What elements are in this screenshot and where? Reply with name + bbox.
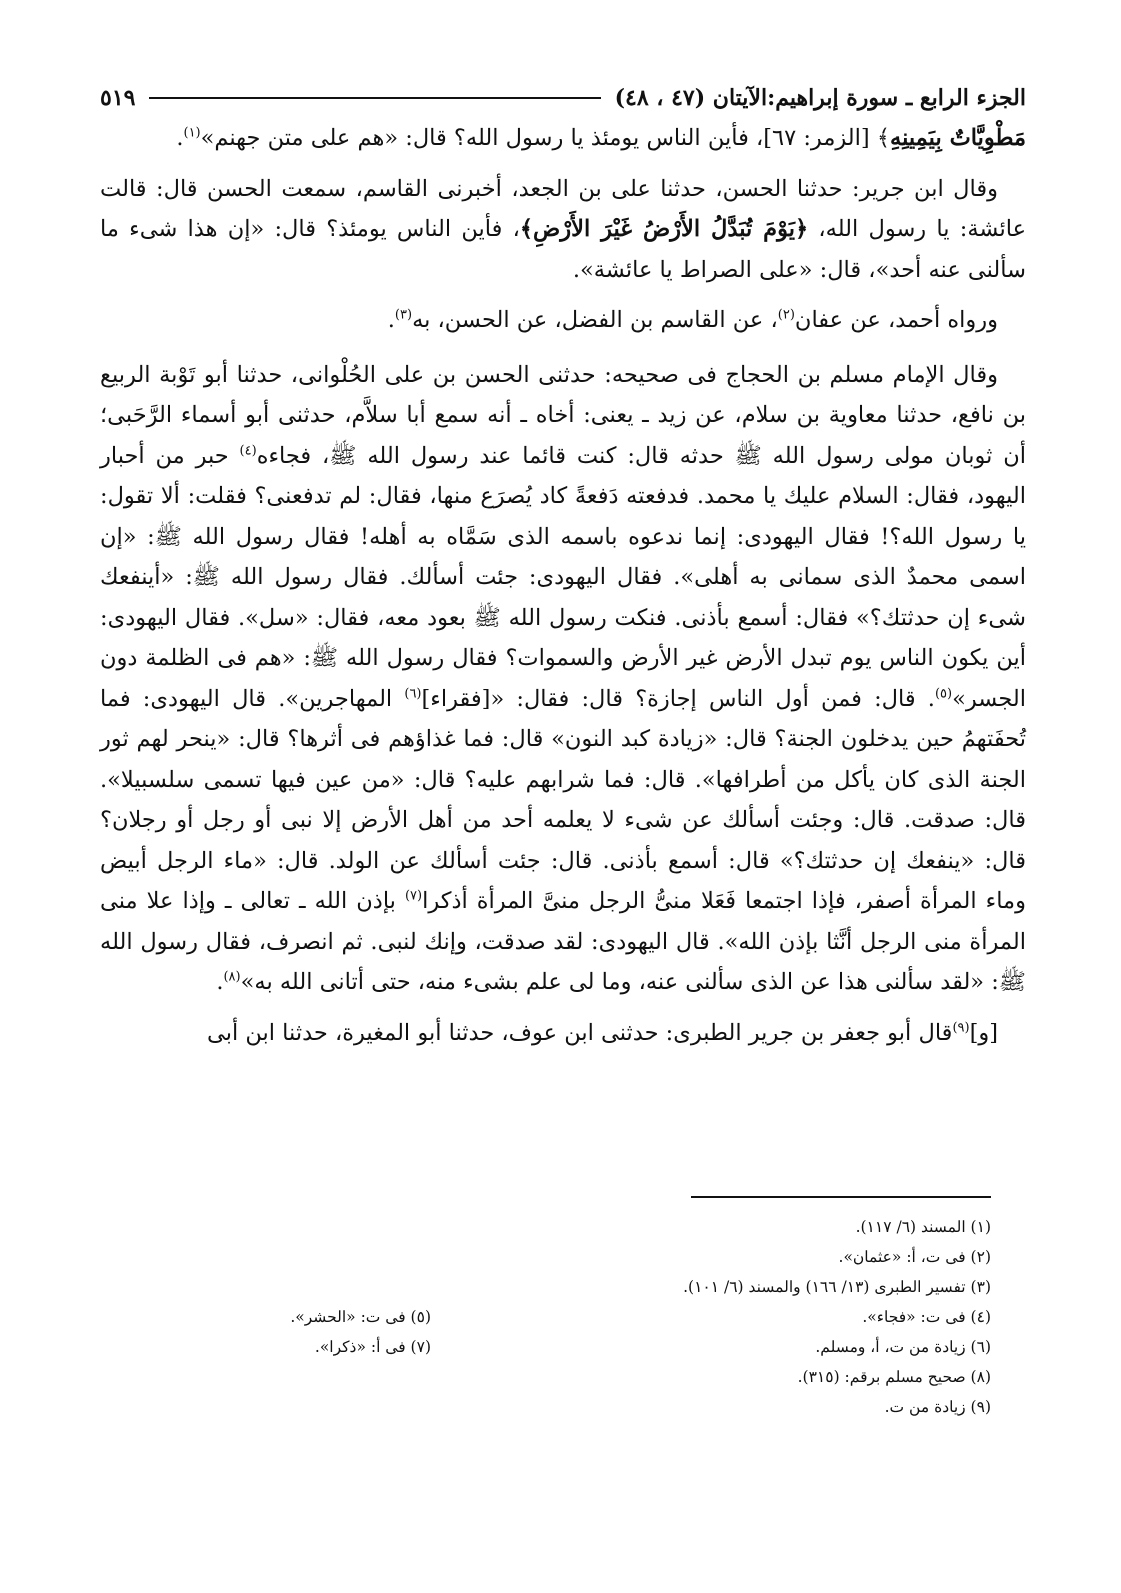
footnote-row	[100, 1392, 991, 1422]
paragraph-text: ﴾ [الزمر: ٦٧]، فأين الناس يومئذ يا رسول الله؟ قال: «هم على متن جهنم»	[200, 125, 891, 151]
footnote-8: (٨) صحيح مسلم برقم: (٣١٥).	[797, 1368, 991, 1386]
paragraph-text: ، فأين الناس يومئذ؟ قال: «إن هذا شىء ما سألنى عنه أحد»، قال: «على الصراط يا عائشة».	[100, 216, 1026, 283]
page-number: ٥١٩	[100, 85, 136, 111]
verse-quote: مَطْوِيَّاتٌ بِيَمِينِهِ	[890, 125, 1026, 151]
paragraph-text: المهاجرين». قال اليهودى: فما تُحفَتهمُ حين يدخلون الجنة؟ قال: «زيادة كبد النون» قال: فما غذاؤهم فى أثرها؟ قال: «ينحر لهم ثور الجنة الذى كان يأكل من أطرافها». قال: فما شرابهم عليه؟ قال: «من عين فيها تسمى سلسبيلا». قال: صدقت. قال: وجئت أسألك عن شىء لا يعلمه أحد من أهل الأرض إلا نبى أو رجل أو رجلان؟ قال: «ينفعك إن حدثتك؟» قال: أسمع بأذنى. قال: جئت أسألك عن الولد. قال: «ماء الرجل أبيض وماء المرأة أصفر، فإذا اجتمعا فَعَلا منىُّ الرجل منىَّ المرأة أذكرا	[100, 685, 1026, 914]
running-title: الجزء الرابع ـ سورة إبراهيم:الآيتان (٤٧ ، ٤٨)	[614, 85, 1026, 111]
main-text	[100, 118, 1026, 1053]
footnote-marker: (٦)	[404, 686, 422, 701]
footnote-3: (٣) تفسير الطبرى (١٣/ ١٦٦) والمسند (٦/ ١٠١).	[683, 1278, 991, 1296]
footnote-row	[100, 1212, 991, 1242]
footnote-row	[100, 1302, 991, 1332]
footnote-5: (٥) فى ت: «الحشر».	[290, 1308, 431, 1326]
footnote-marker: (٥)	[934, 686, 953, 701]
paragraph-text: قال أبو جعفر بن جرير الطبرى: حدثنى ابن عوف، حدثنا أبو المغيرة، حدثنا ابن أبى	[206, 1019, 953, 1046]
paragraph-text: ، عن القاسم بن الفضل، عن الحسن، به	[412, 307, 778, 333]
page-header	[100, 78, 1026, 118]
paragraph-4: وقال الإمام مسلم بن الحجاج فى صحيحه: حدثنى الحسن بن على الحُلْوانى، حدثنا أبو تَوْبة الربيع بن نافع، حدثنا معاوية بن سلام، عن زيد ـ يعنى: أخاه ـ أنه سمع أبا سلاَّم، حدثنى أبو أسماء الرَّحَبى؛ أن ثوبان مولى رسول الله ﷺ حدثه قال: كنت قائما عند رسول الله ﷺ، فجاءه$^{(٤)}$ حبر من أحبار اليهود، فقال: السلام عليك يا محمد. فدفعته دَفعةً كاد يُصرَع منها، فقال: لم تدفعنى؟ فقلت: ألا تقول: يا رسول الله؟! فقال اليهودى: إنما ندعوه باسمه الذى سَمَّاه به أهله! فقال رسول الله ﷺ: «إن اسمى محمدٌ الذى سمانى به أهلى». فقال اليهودى: جئت أسألك. فقال رسول الله ﷺ: «أينفعك شىء إن حدثتك؟» فقال: أسمع بأذنى. فنكت رسول الله ﷺ بعود معه، فقال: «سل». فقال اليهودى: أين يكون الناس يوم تبدل الأرض غير الأرض والسموات؟ فقال رسول الله ﷺ: «هم فى الظلمة دون الجسر»$^{(٥)}$. قال: فمن أول الناس إجازة؟ قال: فقال: «[فقراء]$^{(٦)}$ المهاجرين». قال اليهودى: فما تُحفَتهمُ حين يدخلون الجنة؟ قال: «زيادة كبد النون» قال: فما غذاؤهم فى أثرها؟ قال: «ينحر لهم ثور الجنة الذى كان يأكل من أطرافها». قال: فما شرابهم عليه؟ قال: «من عين فيها تسمى سلسبيلا». قال: صدقت. قال: وجئت أسألك عن شىء لا يعلمه أحد من أهل الأرض إلا نبى أو رجل أو رجلان؟ قال: «ينفعك إن حدثتك؟» قال: أسمع بأذنى. قال: جئت أسألك عن الولد. قال: «ماء الرجل أبيض وماء المرأة أصفر، فإذا اجتمعا فَعَلا منىُّ الرجل منىَّ المرأة أذكرا$^{(٧)}$ بإذن الله ـ تعالى ـ وإذا علا منى المرأة منى الرجل أنَّثا بإذن الله». قال اليهودى: لقد صدقت، وإنك لنبى. ثم انصرف، فقال رسول الله ﷺ: «لقد سألنى هذا عن الذى سألنى عنه، وما لى علم بشىء منه، حتى أتانى الله به»$^{(٨)}$.	[100, 361, 1026, 995]
paragraph-3: ورواه أحمد، عن عفان$^{(٢)}$، عن القاسم بن الفضل، عن الحسن، به$^{(٣)}$.	[387, 307, 998, 333]
paragraph-2	[100, 169, 1026, 291]
paragraph-text: وقال ابن جرير: حدثنا الحسن، حدثنا على بن الجعد، أخبرنى القاسم، سمعت الحسن قال: قالت عائشة: يا رسول الله،	[100, 175, 1026, 242]
footnote-marker: (٩)	[952, 1020, 970, 1035]
footnote-marker: (٣)	[394, 307, 413, 323]
footnotes	[100, 1212, 991, 1422]
footnote-marker: (٧)	[404, 888, 423, 904]
footnote-marker: (٨)	[223, 969, 241, 985]
verse-quote: ﴿يَوْمَ تُبَدَّلُ الأَرْضُ غَيْرَ الأَرْضِ﴾	[519, 216, 809, 242]
paragraph-text: بإذن الله ـ تعالى ـ وإذا علا منى المرأة منى الرجل أنَّثا بإذن الله». قال اليهودى: لقد صدقت، وإنك لنبى. ثم انصرف، فقال رسول الله ﷺ: «لقد سألنى هذا عن الذى سألنى عنه، وما لى علم بشىء منه، حتى أتانى الله به»	[100, 888, 1026, 995]
footnote-row	[100, 1242, 991, 1272]
footnote-4: (٤) فى ت: «فجاء».	[862, 1308, 991, 1326]
paragraph-text: وقال الإمام مسلم بن الحجاج فى صحيحه: حدثنى الحسن بن على الحُلْوانى، حدثنا أبو تَوْبة الربيع بن نافع، حدثنا معاوية بن سلام، عن زيد ـ يعنى: أخاه ـ أنه سمع أبا سلاَّم، حدثنى أبو أسماء الرَّحَبى؛ أن ثوبان مولى رسول الله ﷺ حدثه قال: كنت قائما عند رسول الله ﷺ، فجاءه	[100, 361, 1026, 469]
paragraph-text: [و]	[969, 1019, 998, 1046]
paragraph-text: حبر من أحبار اليهود، فقال: السلام عليك يا محمد. فدفعته دَفعةً كاد يُصرَع منها، فقال: لم تدفعنى؟ فقلت: ألا تقول: يا رسول الله؟! فقال اليهودى: إنما ندعوه باسمه الذى سَمَّاه به أهله! فقال رسول الله ﷺ: «إن اسمى محمدٌ الذى سمانى به أهلى». فقال اليهودى: جئت أسألك. فقال رسول الله ﷺ: «أينفعك شىء إن حدثتك؟» فقال: أسمع بأذنى. فنكت رسول الله ﷺ بعود معه، فقال: «سل». فقال اليهودى: أين يكون الناس يوم تبدل الأرض غير الأرض والسموات؟ فقال رسول الله ﷺ: «هم فى الظلمة دون الجسر»	[100, 442, 1026, 712]
footnote-row	[100, 1332, 991, 1362]
paragraph-5	[100, 1013, 1026, 1054]
footnote-6: (٦) زيادة من ت، أ، ومسلم.	[815, 1338, 991, 1356]
paragraph-text: ورواه أحمد، عن عفان	[794, 307, 998, 333]
footnote-rule	[691, 1196, 991, 1198]
footnote-marker: (٢)	[777, 307, 795, 323]
footnote-2: (٢) فى ت، أ: «عثمان».	[838, 1248, 991, 1266]
paragraph-1: مَطْوِيَّاتٌ بِيَمِينِهِ﴾ [الزمر: ٦٧]، فأين الناس يومئذ يا رسول الله؟ قال: «هم على متن جهنم»$^{(١)}$.	[176, 125, 1026, 151]
footnote-9: (٩) زيادة من ت.	[884, 1398, 991, 1416]
header-rule	[149, 97, 600, 99]
paragraph-text: . قال: فمن أول الناس إجازة؟ قال: فقال: «[فقراء]	[421, 685, 935, 712]
footnote-marker: (٤)	[239, 443, 257, 458]
footnote-7: (٧) فى أ: «ذكرا».	[314, 1338, 431, 1356]
footnote-1: (١) المسند (٦/ ١١٧).	[855, 1218, 991, 1236]
footnote-row	[100, 1362, 991, 1392]
footnote-row	[100, 1272, 991, 1302]
footnote-marker: (١)	[183, 125, 201, 141]
